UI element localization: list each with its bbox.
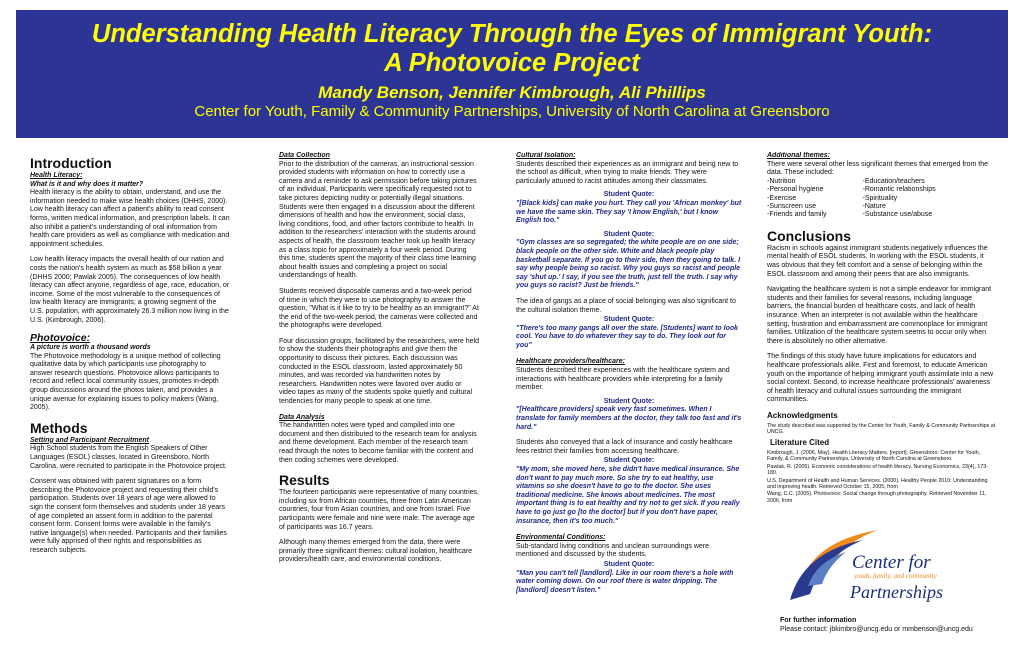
authors: Mandy Benson, Jennifer Kimbrough, Ali Phillips (318, 83, 706, 102)
healthcare-text: Students described their experiences with the healthcare system and interactions with healthcare providers while interpreting for a family member. (516, 367, 730, 392)
column-themes (516, 152, 742, 602)
student-quote-label: Student Quote: (603, 316, 655, 324)
column-intro-methods (30, 152, 230, 602)
theme-item: -Friends and family (767, 211, 827, 219)
student-quote-label: Student Quote: (603, 457, 655, 465)
student-quote: "There's too many gangs all over the state. [Students] want to look cool. You have to do whatever they say to do. They look out for you" (516, 324, 739, 349)
results-paragraph-1: The fourteen participants were representative of many countries, including six from African countries, three from Latin American countries, four from Asian countries, and one from Israel. Five participants were female and nine were male. The average age of participants was 16.7 years. (279, 489, 479, 531)
data-collection-paragraph-2: Students were then engaged in a discussion about the different dimensions of health and how the environment, social class, living conditions, food, and other factors contribute to health. In addition to the researchers' interaction with the students around aspects of health, the classroom teacher took up health literacy as a class topic for approximately a four week period. During this time, students spent the majority of their class time learning about health issues and completing a project on social understandings of health. (279, 203, 476, 280)
logo-line-2: youth, family, and community (854, 572, 937, 580)
reference-item: Pawlak, R. (2005). Economic considerations of health literacy. Nursing Economics, 23(4), 173-180. (767, 463, 988, 477)
reference-item: Wang, C.C. (2005). Photovoice: Social change through photography. Retrieved November 11, 2006, from (767, 491, 987, 504)
theme-item: -Education/teachers (862, 177, 925, 185)
center-partnerships-logo (768, 522, 958, 610)
additional-themes-text: There were several other less significant themes that emerged from the data. These included: (767, 160, 988, 177)
photovoice-heading: Photovoice: (30, 332, 91, 345)
logo-line-1: Center for (852, 552, 931, 573)
results-paragraph-2: Although many themes emerged from the data, there were primarily three significant themes: cultural isolation, healthcare providers/health care, and environmental conditions. (279, 539, 472, 564)
header-banner (16, 10, 1008, 138)
health-literacy-question: What is it and why does it matter? (30, 180, 144, 188)
student-quote-label: Student Quote: (603, 230, 655, 238)
data-analysis-paragraph: The handwritten notes were typed and compiled into one document and then distributed to the research team for analysis and theme development. Each member of the research team read through the notes to become familiar with the content and then coding schemes were developed. (279, 422, 477, 464)
column-conclusions (767, 152, 997, 522)
data-collection-paragraph-3: Students received disposable cameras and a two-week period of time in which they were to use photography to answer the question, "What is it like to try to be healthy as an immigrant?" At the end of the two-week period, the cameras were collected and the photographs were developed. (279, 287, 479, 330)
insurance-text: Students also conveyed that a lack of insurance and costly healthcare fees restrict their families from accessing healthcare. (516, 439, 733, 455)
data-analysis-heading: Data Analysis (279, 413, 325, 421)
environmental-heading: Environmental Conditions: (516, 534, 606, 542)
column-data-results (279, 152, 479, 632)
reference-item: U.S. Department of Health and Human Services. (2000). Healthy People 2010: Understanding and improving health. Retrieved October 15, 2005, from (767, 477, 988, 490)
theme-item: -Personal hygiene (767, 186, 824, 194)
theme-item: -Sunscreen use (767, 203, 817, 210)
reference-item: Kimbrough, J. (2006, May). Health Literacy Matters. [report]. Greensboro: Center for Youth, Family, & Community Partnerships, University of North Carolina at Greensboro. (767, 449, 981, 463)
healthcare-heading: Healthcare providers/healthcare: (516, 358, 625, 366)
student-quote-label: Student Quote: (603, 560, 655, 568)
acknowledgments-text: The study described was supported by the Center for Youth, Family & Community Partnerships at UNCG. (767, 422, 996, 435)
data-collection-paragraph-4: Four discussion groups, facilitated by the researchers, were held to show the students their photographs and give them the opportunity to discuss their pictures. Each discussion was conducted in the ESOL classroom, lasted approximately 50 minutes, and was recorded via handwritten notes by researchers. Handwritten notes were favored over audio or video tapes as many of the students spoke quietly and cultural tendencies for many people to speak at one time. (279, 337, 479, 406)
conclusion-paragraph-3: The findings of this study have future implications for educators and healthcare professionals alike. First and foremost, to educate American youth on the importance of helping immigrant youth assimilate into a new social context. Second, to increase healthcare professionals' awareness of health literacy and cultural issues surrounding the immigrant communities. (767, 353, 994, 404)
acknowledgments-heading: Acknowledgments (767, 410, 838, 420)
theme-item: -Exercise (767, 194, 797, 202)
health-literacy-heading: Health Literacy: (30, 172, 83, 179)
intro-paragraph-1: Health literacy is the ability to obtain, understand, and use the information needed to make wise health choices (DHHS, 2000). Low health literacy can affect a patient's ability to read consent forms, written medical information, and prescription labels. It can also inhibit a patient's understanding of oral information from health care providers as well as compliance with medication and appointment schedules. (30, 189, 230, 248)
theme-item: -Substance use/abuse (862, 211, 933, 219)
conclusions-heading: Conclusions (767, 227, 852, 244)
affiliation: Center for Youth, Family & Community Partnerships, University of North Carolina at Greensboro (194, 103, 830, 120)
recruitment-heading: Setting and Participant Recruitment (30, 436, 150, 444)
themes-table (767, 178, 942, 220)
conclusion-paragraph-1: Racism in schools against immigrant students negatively influences the mental health of ESOL students. In working with the ESOL students, it was obvious that they felt comfort and a sense of belonging within the ESOL classroom and among their peers that are also immigrants. (767, 244, 988, 278)
gangs-text: The idea of gangs as a place of social belonging was also significant to the cultural isolation theme. (516, 297, 736, 314)
data-collection-heading: Data Collection (279, 152, 330, 159)
student-quote-label: Student Quote: (603, 191, 655, 199)
methods-paragraph-1: High School students from the English Speakers of Other Languages (ESOL) classes, located in Greensboro, North Carolina, were recruited to participate in the Photovoice project. (30, 445, 227, 470)
intro-paragraph-2: Low health literacy impacts the overall health of our nation and costs the nation's health system as much as $58 billion a year (DHHS 2000; Pawlak 2005). The consequences of low health literacy can affect anyone, regardless of age, race, education, or income. Some of the most vulnerable to the consequences of low health literacy are immigrants; a growing segment of the U.S. population, with approximately 26.3 million now living in the U.S. (Kimbrough, 2006). (30, 256, 230, 324)
literature-cited-heading: Literature Cited (770, 438, 830, 448)
cultural-isolation-text: Students described their experiences as an immigrant and being new to the school as difficult, when trying to make friends. They were particularly attuned to racist attitudes among their classmates. (516, 160, 739, 185)
additional-themes-heading: Additional themes: (767, 152, 831, 159)
data-collection-paragraph-1: Prior to the distribution of the cameras, an instructional session provided students with information on how to correctly use a camera and a reminder to ask permission before taking pictures of an individual. Participants were specifically requested not to take pictures depicting nudity or potentially illegal situations. (279, 160, 477, 202)
theme-item: -Spirituality (862, 194, 898, 202)
logo-line-3: Partnerships (850, 582, 944, 602)
methods-heading: Methods (30, 419, 88, 436)
results-heading: Results (279, 472, 330, 489)
poster-title-line2: A Photovoice Project (384, 49, 640, 77)
contact-text: Please contact: jbkimbro@uncg.edu or mmbenson@uncg.edu (780, 626, 973, 633)
theme-item: -Romantic relationships (862, 186, 936, 194)
student-quote: "Gym classes are so segregated; the white people are on one side; black people on the other side. White and black people play basketball separate. If you go to their side, then they going to talk. I say why people being so racist. Why you guys so racist and people say 'shut up.' I say, if you see the truth, just tell the truth. I say why you guys so racist? Just be friends." (516, 239, 741, 290)
student-quote: "[Black kids] can make you hurt. They call you 'African monkey' but we have the same skin. They say 'I know English,' but I know English too." (516, 199, 742, 225)
photovoice-subheading: A picture is worth a thousand words (30, 344, 151, 352)
student-quote: "[Healthcare providers] speak very fast sometimes. When I translate for family members at the doctor, they talk too fast and it's hard." (516, 406, 742, 431)
student-quote: "My mom, she moved here, she didn't have medical insurance. She don't want to pay much more. So she try to eat healthy, use vitamins so she doesn't have to go to the doctor. She uses traditional medicine. She knows about medicines. The most important thing is to eat healthy and try not to get sick. If you really have to go just go [to the doctor] but if you don't have paper, insurance, then it's too much." (516, 466, 740, 525)
theme-item: -Nutrition (767, 177, 796, 185)
methods-paragraph-2: Consent was obtained with parent signatures on a form describing the Photovoice project and requesting their child's participation. Students over 18 years of age were allowed to sign the consent form themselves and students under 18 years of age completed an assent form in addition to the parental consent form. Consent forms were available in the family's native language(s) when needed. Participants and their families were fully apprised of their rights and responsibilities as research subjects. (30, 478, 227, 554)
further-information-heading: For further information (780, 617, 857, 624)
student-quote: "Man you can't tell [landlord]. Like in our room there's a hole with water coming down. On our roof there is water dripping. The [landlord] doesn't listen." (516, 569, 734, 594)
cultural-isolation-heading: Cultural Isolation: (516, 152, 576, 159)
environmental-text: Sub-standard living conditions and unclean surroundings were mentioned and discussed by the students. (516, 542, 710, 559)
poster-title-line1: Understanding Health Literacy Through the Eyes of Immigrant Youth: (91, 20, 933, 48)
theme-item: -Nature (862, 203, 886, 210)
photovoice-paragraph: The Photovoice methodology is a unique method of collecting qualitative data by which participants use photography to answer research questions. Photovoice allows participants to record and reflect local community issues, promotes in-depth group discussions around the photos taken, and provides a unique avenue for explaining issues to policy makers (Wang, 2005). (30, 352, 221, 412)
further-information (780, 616, 973, 634)
conclusion-paragraph-2: Navigating the healthcare system is not a simple endeavor for immigrant students and their families for several reasons, including language barriers, the financial burden of healthcare costs, and lack of health insurance. When an interpreter is not available within the healthcare setting, frustration and embarrassment are commonplace for immigrant families. Utilization of the healthcare system seems to occur only when there is absolutely no other alternative. (767, 286, 992, 345)
student-quote-label: Student Quote: (603, 397, 655, 405)
introduction-heading: Introduction (30, 155, 112, 171)
